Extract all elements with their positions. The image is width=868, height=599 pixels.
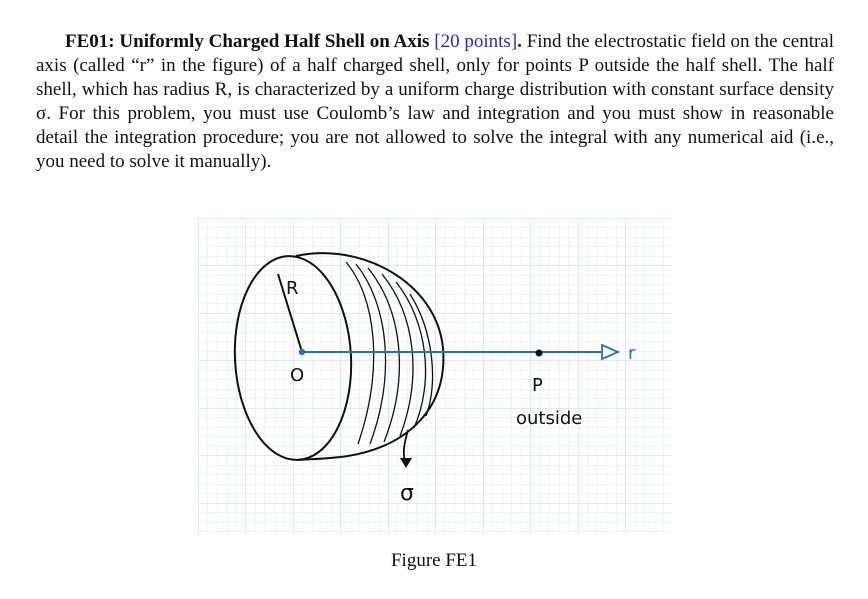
graph-paper-grid: [198, 218, 672, 534]
points-close-bracket: ]: [510, 31, 518, 52]
problem-code: FE01:: [65, 31, 115, 52]
figure-caption: Figure FE1: [390, 550, 478, 571]
point-p: [536, 350, 543, 357]
figure-fe1: [198, 218, 672, 534]
problem-statement: [36, 30, 834, 174]
origin-point: [299, 349, 305, 355]
label-outside: outside: [516, 408, 583, 429]
label-point-p: P: [532, 375, 543, 396]
problem-title: Uniformly Charged Half Shell on Axis: [119, 31, 430, 52]
label-origin: O: [290, 365, 305, 386]
label-r-radius: R: [286, 278, 299, 299]
label-r-axis: r: [628, 343, 636, 364]
points-link[interactable]: [434, 31, 517, 52]
points-value: 20 points: [440, 31, 511, 52]
points-open-bracket: [: [434, 31, 441, 52]
problem-body: Find the electrostatic field on the central axis (called “r” in the figure) of a half charged shell, only for points P outside the half shell. The half shell, which has radius R, is characterized by a uniform charge distribution with constant surface density σ. For this problem, you must use Coulomb’s law and integration and you must show in reasonable detail the integration procedure; you are not allowed to solve the integral with any numerical aid (i.e., you need to solve it manually).: [36, 31, 835, 172]
problem-heading: [65, 31, 527, 52]
label-sigma: σ: [400, 481, 414, 506]
figure-drawing: [198, 218, 672, 534]
heading-period: .: [517, 31, 522, 52]
